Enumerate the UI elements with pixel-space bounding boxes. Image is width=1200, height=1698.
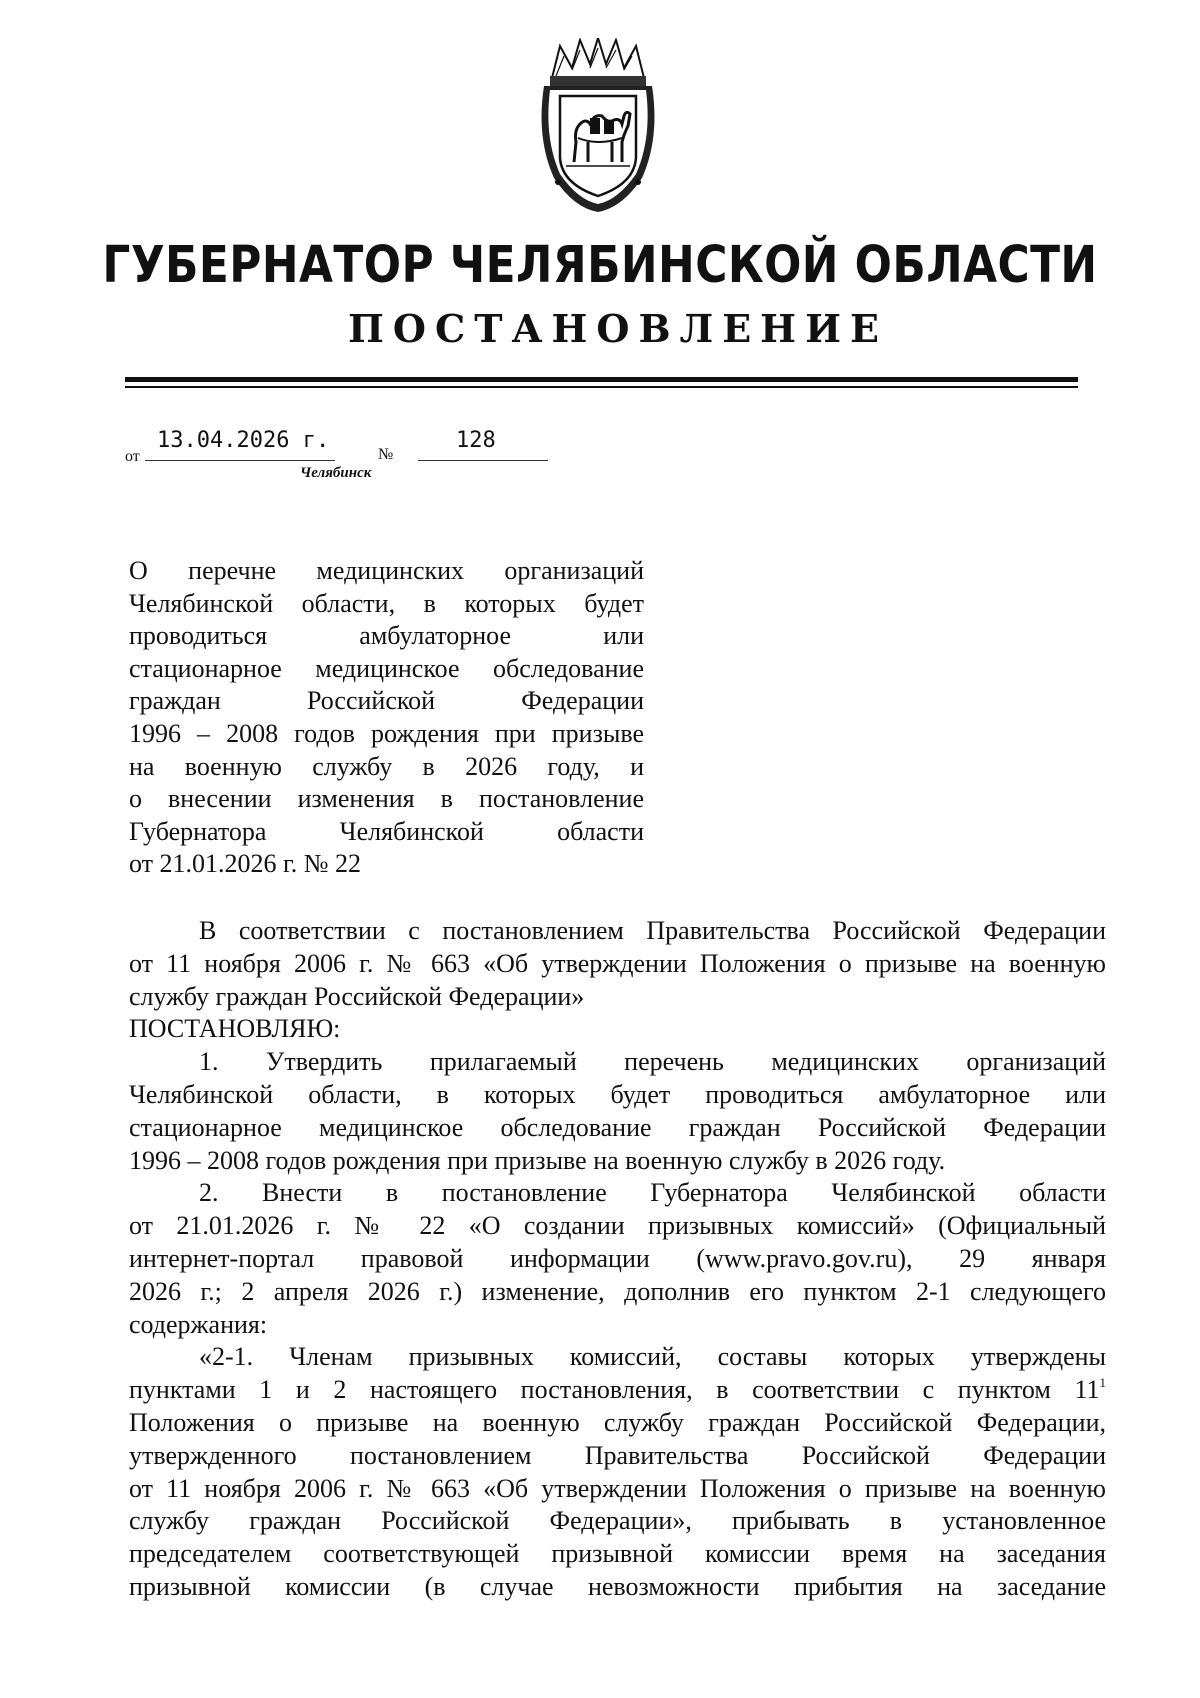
subject-line: проводиться амбулаторное или [129,621,644,651]
body-line-with-footnote [129,1374,1106,1407]
subject-line: граждан Российской Федерации [129,686,644,716]
body-line: от 11 ноября 2006 г. № 663 «Об утверждении Положения о призыве на военную [129,1473,1106,1503]
body-line: Положения о призыве на военную службу граждан Российской Федерации, [129,1407,1106,1437]
body-line: 2026 г.; 2 апреля 2026 г.) изменение, дополнив его пунктом 2-1 следующего [129,1276,1106,1306]
resolution-heading: ПОСТАНОВЛЯЮ: [129,1014,341,1044]
body-line: председателем соответствующей призывной комиссии время на заседания [129,1539,1106,1569]
footnote-superscript: 1 [1099,1374,1106,1390]
date-underline [145,460,335,461]
subject-line: о внесении изменения в постановление [129,784,644,814]
date-prefix-label: от [125,448,140,465]
document-body [129,915,1106,1604]
body-line: от 21.01.2026 г. № 22 «О создании призывных комиссий» (Официальный [129,1211,1106,1241]
chelyabinsk-coat-of-arms-icon [530,38,666,214]
body-line: службу граждан Российской Федерации» [129,981,585,1011]
subject-line: на военную службу в 2026 году, и [129,751,644,781]
subject-line: 1996 – 2008 годов рождения при призыве [129,718,644,748]
document-date: 13.04.2026 г. [157,428,330,453]
body-line: призывной комиссии (в случае невозможности прибытия на заседание [129,1571,1106,1601]
body-line: 2. Внести в постановление Губернатора Челябинской области [199,1178,1106,1208]
body-line: содержания: [129,1309,268,1339]
subject-line: Челябинской области, в которых будет [129,588,644,618]
city-label: Челябинск [300,465,372,481]
body-line: Челябинской области, в которых будет проводиться амбулаторное или [129,1079,1106,1109]
body-line-text: пунктами 1 и 2 настоящего постановления, в соответствии с пунктом 11 [129,1375,1100,1405]
body-line: 1. Утвердить прилагаемый перечень медицинских организаций [199,1047,1106,1077]
subject-line: О перечне медицинских организаций [129,556,644,585]
document-type-title: ПОСТАНОВЛЕНИЕ [348,306,888,351]
subject-line: Губернатора Челябинской области [129,816,644,846]
document-number: 128 [456,428,496,453]
subject-line: стационарное медицинское обследование [129,653,644,683]
body-line: утвержденного постановлением Правительства Российской Федерации [129,1440,1106,1470]
number-label: № [378,446,394,463]
number-underline [418,460,548,461]
body-line: от 11 ноября 2006 г. № 663 «Об утверждении Положения о призыве на военную [129,948,1106,978]
subject-line: от 21.01.2026 г. № 22 [129,849,362,879]
header-divider-thick [125,377,1078,382]
authority-title: ГУБЕРНАТОР ЧЕЛЯБИНСКОЙ ОБЛАСТИ [102,236,1098,295]
header-divider-thin [125,386,1078,388]
body-line: стационарное медицинское обследование граждан Российской Федерации [129,1112,1106,1142]
document-subject [129,555,644,881]
body-line: «2-1. Членам призывных комиссий, составы которых утверждены [199,1342,1106,1372]
body-line: службу граждан Российской Федерации», прибывать в установленное [129,1506,1106,1536]
body-line: 1996 – 2008 годов рождения при призыве на военную службу в 2026 году. [129,1145,946,1175]
body-line: интернет-портал правовой информации (www.pravo.gov.ru), 29 января [129,1243,1106,1273]
body-line: В соответствии с постановлением Правительства Российской Федерации [199,916,1106,945]
